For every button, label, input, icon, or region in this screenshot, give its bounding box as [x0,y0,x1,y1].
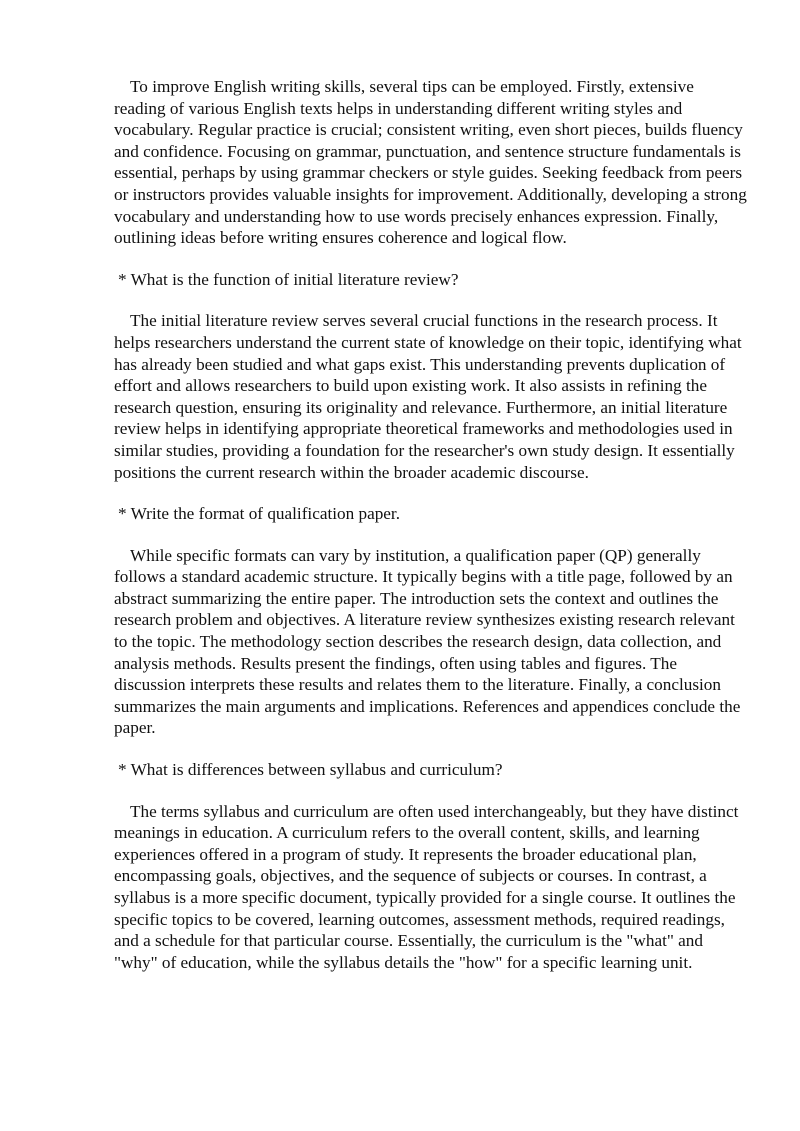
paragraph-syllabus-curriculum: The terms syllabus and curriculum are often used interchangeably, but they have distinct meanings in education. A curriculum refers to the overall content, skills, and learning experiences offered in a program of study. It represents the broader educational plan, encompassing goals, objectives, and the sequence of subjects or courses. In contrast, a syllabus is a more specific document, typically provided for a single course. It outlines the specific topics to be covered, learning outcomes, assessment methods, required readings, and a schedule for that particular course. Essentially, the curriculum is the "what" and "why" of education, while the syllabus details the "how" for a specific learning unit. [114,801,739,972]
question-literature-review: * What is the function of initial literature review? [118,269,459,289]
question-qualification-paper: * Write the format of qualification paper. [118,504,401,524]
paragraph-writing-tips: To improve English writing skills, several tips can be employed. Firstly, extensive reading of various English texts helps in understanding different writing styles and vocabulary. Regular practice is crucial; consistent writing, even short pieces, builds fluency and confidence. Focusing on grammar, punctuation, and sentence structure fundamentals is essential, perhaps by using grammar checkers or style guides. Seeking feedback from peers or instructors provides valuable insights for improvement. Additionally, developing a strong vocabulary and understanding how to use words precisely enhances expression. Finally, outlining ideas before writing ensures coherence and logical flow. [114,77,747,248]
question-syllabus-curriculum: * What is differences between syllabus and curriculum? [118,760,503,780]
paragraph-literature-review: The initial literature review serves several crucial functions in the research process. It helps researchers understand the current state of knowledge on their topic, identifying what has already been studied and what gaps exist. This understanding prevents duplication of effort and allows researchers to build upon existing work. It also assists in refining the research question, ensuring its originality and relevance. Furthermore, an initial literature review helps in identifying appropriate theoretical frameworks and methodologies used in similar studies, providing a foundation for the researcher's own study design. It essentially positions the current research within the broader academic discourse. [114,311,742,482]
paragraph-qualification-paper: While specific formats can vary by institution, a qualification paper (QP) generally follows a standard academic structure. It typically begins with a title page, followed by an abstract summarizing the entire paper. The introduction sets the context and outlines the research problem and objectives. A literature review synthesizes existing research relevant to the topic. The methodology section describes the research design, data collection, and analysis methods. Results present the findings, often using tables and figures. The discussion interprets these results and relates them to the literature. Finally, a conclusion summarizes the main arguments and implications. References and appendices conclude the paper. [114,545,741,738]
document-page [114,76,748,973]
